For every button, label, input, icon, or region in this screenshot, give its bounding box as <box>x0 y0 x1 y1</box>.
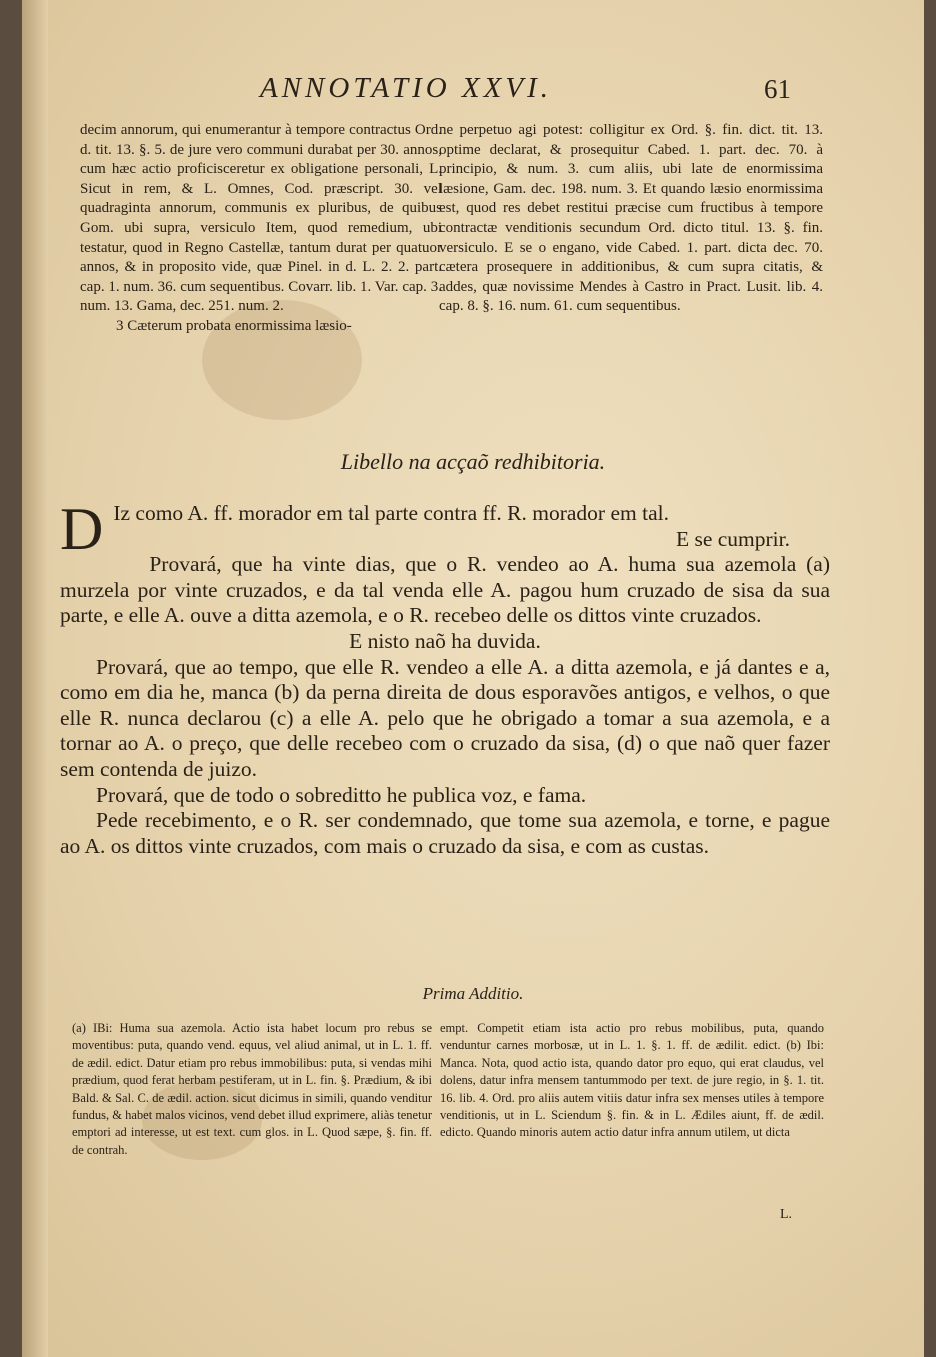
page-number: 61 <box>764 74 791 104</box>
page-gutter <box>22 0 48 1357</box>
body-paragraph-3: Provará, que de todo o sobreditto he publica voz, e fama. <box>96 782 587 807</box>
book-page <box>22 0 924 1357</box>
body-paragraph-4: Pede recebimento, e o R. ser condemnado, que tome sua azemola, e torne, e pague ao A. os dittos vinte cruzados, com mais o cruzado da sisa, e com as custas. <box>60 808 830 858</box>
left-column-paragraph: 3 Cæterum probata enormissima læsio- <box>116 317 352 334</box>
right-annotation-column <box>439 121 823 317</box>
opening-close: E se cumprir. <box>675 526 790 551</box>
prima-additio-title: Prima Additio. <box>422 984 524 1003</box>
drop-cap: D <box>60 496 104 562</box>
catchword: L. <box>780 1207 793 1222</box>
left-annotation-column <box>80 121 442 337</box>
libello-title: Libello na acçaõ redhibitoria. <box>340 449 606 474</box>
footnote-right-text: empt. Competit etiam ista actio pro rebus mobilibus, puta, quando venduntur carnes morbosæ, ut in L. 1. §. 1. ff. de ædilit. edict. (b) Ibi: Manca. Nota, quod actio ista, quando dator pro equo, qui erat claudus, vel dolens, datur infra mensem tantummodo per text. de jure regio, in §. 1. tit. 16. lib. 4. Ord. pro aliis autem vitiis datur infra sex menses utiles à tempore venditionis, ut in L. Sciendum §. fin. & in L. Ædiles aiunt, ff. de ædil. edicto. Quando minoris autem actio datur infra annum utilem, ut dicta <box>440 1021 824 1140</box>
page-header <box>22 72 924 106</box>
main-body <box>60 496 830 859</box>
opening-text: Iz como A. ff. morador em tal parte contra ff. R. morador em tal. <box>113 501 669 525</box>
footnote-left-column <box>72 1020 432 1159</box>
footnote-right-column <box>440 1020 824 1142</box>
body-paragraph-1-close: E nisto naõ ha duvida. <box>349 628 541 653</box>
running-title: ANNOTATIO XXVI. <box>260 72 552 104</box>
left-column-paragraph: decim annorum, qui enumerantur à tempore contractus Ord. d. tit. 13. §. 5. de jure vero communi durabat per 30. annos, cum hæc actio proficisceretur ex obligatione personali, L. Sicut in rem, & L. Omnes, Cod. præscript. 30. vel quadraginta annorum, communis ex pluribus, de quibus Gom. ubi supra, versiculo Item, quod remedium, ubi testatur, quod in Regno Castellæ, tantum durat per quatuor annos, & in proposito vide, quæ Pinel. in d. L. 2. 2. part. cap. 1. num. 36. cum sequentibus. Covarr. lib. 1. Var. cap. 3. num. 13. Gama, dec. 251. num. 2. <box>80 122 442 315</box>
body-paragraph-1: Provará, que ha vinte dias, que o R. vendeo ao A. huma sua azemola (a) murzela por vinte cruzados, e da tal venda elle A. pagou hum cruzado de sisa da sua parte, e elle A. ouve a ditta azemola, e o R. recebeo delle os dittos vinte cruzados. <box>60 552 830 628</box>
right-column-paragraph: ne perpetuo agi potest: colligitur ex Ord. §. fin. dict. tit. 13. optime declarat, & prosequitur Cabed. 1. part. dec. 70. à principio, & num. 3. cum aliis, ubi late de enormissima læsione, Gam. dec. 198. num. 3. Et quando læsio enormissima est, quod res debet restitui præcise cum fructibus à tempore contractæ venditionis secundum Ord. dicto titul. 13. §. fin. versiculo. E se o engano, vide Cabed. 1. part. dicta dec. 70. cætera prosequere in additionibus, & cum supra citatis, & addes, quæ novissime Mendes à Castro in Pract. Lusit. lib. 4. cap. 8. §. 16. num. 61. cum sequentibus. <box>439 122 823 315</box>
body-paragraph-2: Provará, que ao tempo, que elle R. vendeo a elle A. a ditta azemola, e já dantes e a, como em dia he, manca (b) da perna direita de dous esporavões antigos, e velhos, o que elle R. nunca declarou (c) a elle A. pelo que he obrigado a tomar a sua azemola, e a tornar ao A. o preço, que delle recebeo com o cruzado da sisa, (d) o que naõ quer fazer sem contenda de juizo. <box>60 654 830 781</box>
footnote-left-text: (a) IBi: Huma sua azemola. Actio ista habet locum pro rebus se moventibus: puta, quando vend. equus, vel aliud animal, ut in L. 1. ff. de ædil. edict. Datur etiam pro rebus immobilibus: puta, si vendas mihi prædium, quod ferat herbam pestiferam, ut in L. fin. §. Prædium, & ibi Bald. & Sal. C. de ædil. action. sicut dicimus in simili, quando venditur fundus, & habet malos vicinos, vend debet illud exprimere, aliàs tenetur emptori ad interesse, ut est text. cum glos. in L. Quod sæpe, §. fin. ff. de contrah. <box>72 1021 432 1157</box>
